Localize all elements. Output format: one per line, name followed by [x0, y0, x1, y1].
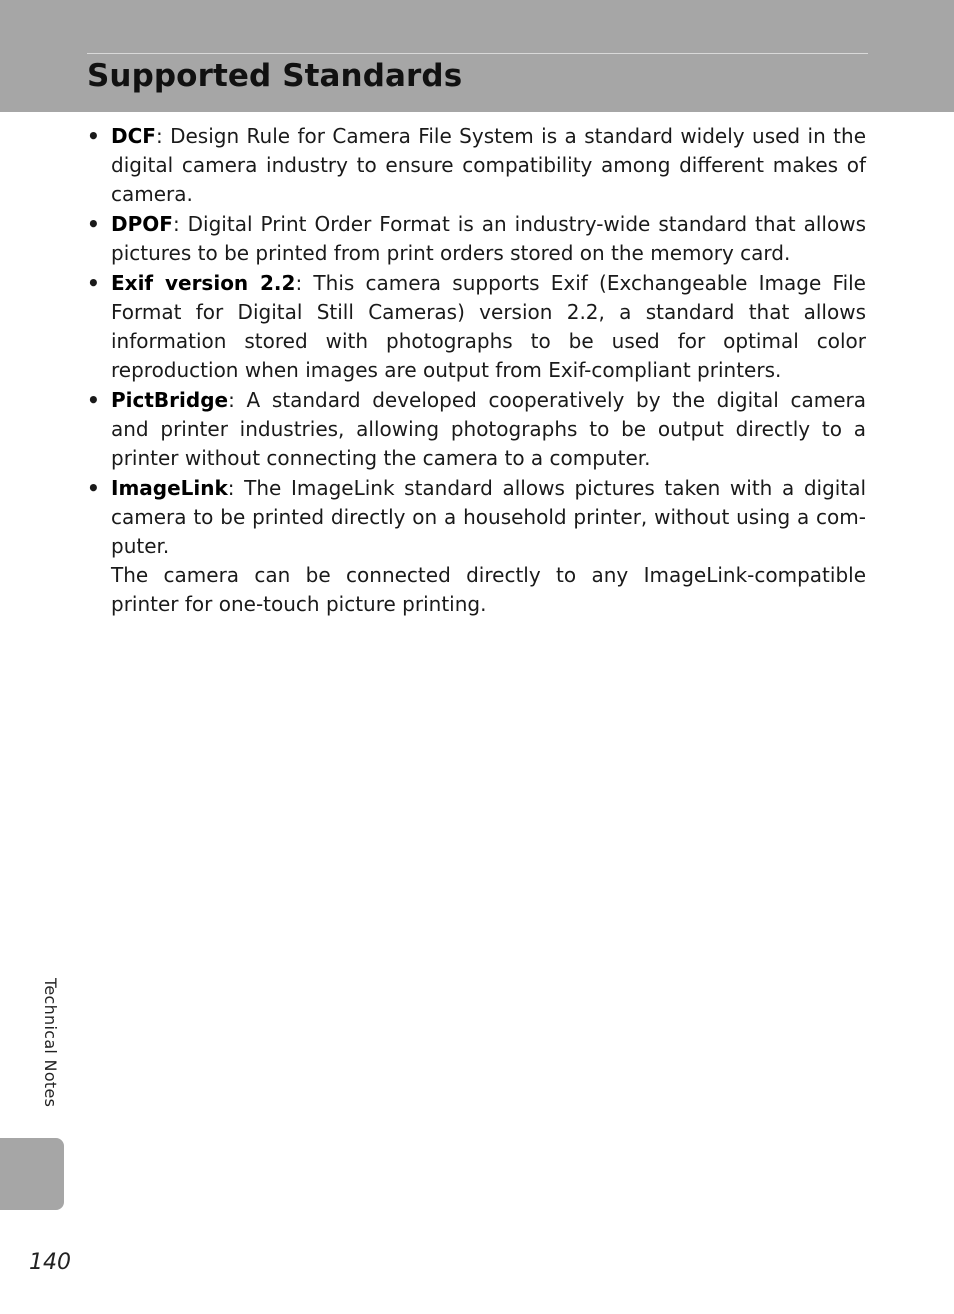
description-dcf: : Design Rule for Camera File System is a standard widely used in the digital camera industry to ensure compatibility among different makes of camera. — [111, 124, 866, 206]
header-rule — [87, 53, 868, 54]
list-item-imagelink — [87, 474, 866, 619]
list-item-dpof — [87, 210, 866, 268]
section-tab — [0, 1138, 64, 1210]
description-exif: : This camera supports Exif (Exchangeable Image File Format for Digital Still Cameras) version 2.2, a standard that allows information stored with photographs to be used for optimal color reproduction when images are output from Exif-compliant printers. — [111, 271, 866, 382]
description-imagelink-extra: The camera can be connected directly to any ImageLink-compatible printer for one-touch picture printing. — [111, 563, 866, 616]
term-dpof: DPOF — [111, 212, 173, 236]
header-band — [0, 0, 954, 112]
bullet-marker: • — [87, 124, 100, 148]
content-area — [87, 122, 866, 620]
section-label: Technical Notes — [41, 978, 60, 1108]
term-imagelink: ImageLink — [111, 476, 228, 500]
list-item-exif — [87, 269, 866, 385]
list-item-dcf — [87, 122, 866, 209]
bullet-marker: • — [87, 212, 100, 236]
description-pictbridge: : A standard developed cooperatively by the digital camera and printer industries, allowing photographs to be output directly to a printer without connecting the camera to a computer. — [111, 388, 866, 470]
page-number: 140 — [29, 1250, 71, 1275]
term-pictbridge: PictBridge — [111, 388, 229, 412]
bullet-marker: • — [87, 388, 100, 412]
term-dcf: DCF — [111, 124, 156, 148]
bullet-marker: • — [87, 271, 100, 295]
description-dpof: : Digital Print Order Format is an industry-wide standard that allows pictures to be printed from print orders stored on the memory card. — [111, 212, 866, 265]
term-exif: Exif version 2.2 — [111, 271, 296, 295]
standards-list — [87, 122, 866, 619]
list-item-pictbridge — [87, 386, 866, 473]
bullet-marker: • — [87, 476, 100, 500]
page-title: Supported Standards — [87, 58, 463, 94]
description-imagelink: : The ImageLink standard allows pictures taken with a digital camera to be printed directly on a household printer, without using a computer. — [111, 476, 866, 558]
